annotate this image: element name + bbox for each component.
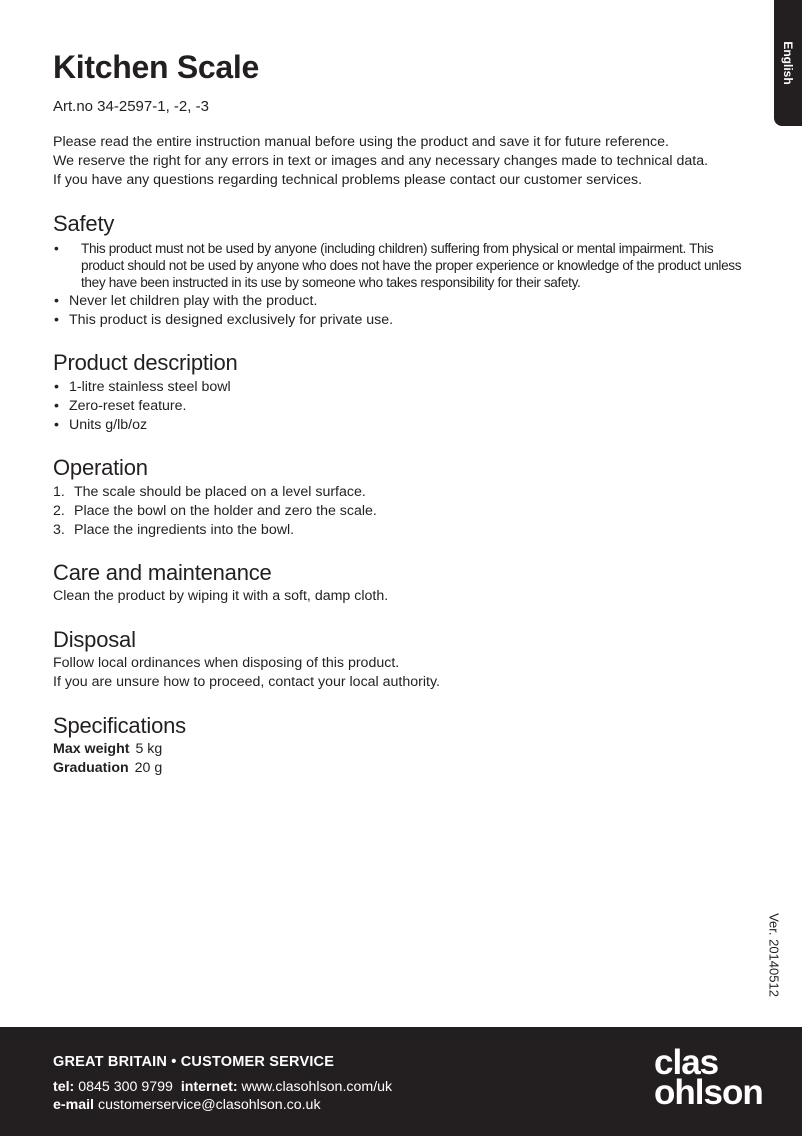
list-item: 1. The scale should be placed on a level surface. (53, 484, 366, 500)
intro-line: If you have any questions regarding technical problems please contact our customer services. (53, 172, 643, 188)
section-heading-disposal: Disposal (53, 627, 136, 652)
list-item: • Units g/lb/oz (54, 417, 148, 433)
list-item: • Never let children play with the product. (54, 293, 318, 309)
bullet-icon: • (54, 398, 59, 414)
bullet-icon: • (54, 417, 59, 433)
footer-contact-line: tel: 0845 300 9799 internet: www.clasohlson.com/uk (53, 1079, 393, 1095)
list-item: • This product is designed exclusively for private use. (54, 312, 394, 328)
intro-text (53, 133, 753, 190)
bullet-icon: • (54, 241, 59, 256)
section-heading-product-description: Product description (53, 350, 238, 375)
spec-graduation: Graduation 20 g (53, 760, 163, 776)
clas-ohlson-logo: clas ohlson (654, 1043, 763, 1112)
phone-number[interactable]: 0845 300 9799 (78, 1079, 173, 1095)
disposal-section (53, 626, 753, 692)
operation-steps (53, 484, 753, 539)
list-item: • This product must not be used by anyone (including children) suffering from physical or mental impairment. This product should not be used by anyone who does not have the proper experience or knowledge of the product unless they have been instructed in its use by someone who takes responsibility for their safety. (54, 241, 742, 290)
intro-line: We reserve the right for any errors in text or images and any necessary changes made to technical data. (53, 153, 709, 169)
article-number: Art.no 34-2597-1, -2, -3 (53, 98, 209, 115)
bullet-icon: • (54, 379, 59, 395)
section-heading-care: Care and maintenance (53, 560, 272, 585)
footer-email-line: e-mail customerservice@clasohlson.co.uk (53, 1097, 321, 1113)
footer (0, 1027, 802, 1136)
operation-section (53, 454, 753, 539)
manual-content (53, 46, 753, 778)
list-item: 3. Place the ingredients into the bowl. (53, 522, 295, 538)
bullet-icon: • (54, 293, 59, 309)
care-section (53, 559, 753, 606)
disposal-line: Follow local ordinances when disposing of this product. (53, 655, 400, 671)
care-text: Clean the product by wiping it with a soft, damp cloth. (53, 588, 389, 604)
section-heading-safety: Safety (53, 211, 115, 236)
list-item: • Zero-reset feature. (54, 398, 187, 414)
bullet-icon: • (54, 312, 59, 328)
language-tab-label: English (781, 41, 795, 85)
product-list (53, 379, 753, 434)
safety-list (53, 240, 753, 329)
version-label: Ver. 20140512 (766, 913, 782, 997)
website-link[interactable]: www.clasohlson.com/uk (241, 1079, 393, 1095)
product-description-section (53, 349, 753, 434)
spec-max-weight: Max weight 5 kg (53, 741, 163, 757)
safety-section (53, 210, 753, 329)
specifications-section (53, 712, 753, 778)
list-item: 2. Place the bowl on the holder and zero the scale. (53, 503, 377, 519)
intro-line: Please read the entire instruction manual before using the product and save it for future reference. (53, 134, 669, 150)
disposal-line: If you are unsure how to proceed, contact your local authority. (53, 674, 440, 690)
list-item: • 1-litre stainless steel bowl (54, 379, 231, 395)
email-link[interactable]: customerservice@clasohlson.co.uk (97, 1097, 321, 1113)
section-heading-specifications: Specifications (53, 713, 186, 738)
page-title: Kitchen Scale (53, 49, 259, 85)
language-tab (774, 0, 802, 126)
section-heading-operation: Operation (53, 455, 148, 480)
footer-heading: GREAT BRITAIN • CUSTOMER SERVICE (53, 1054, 335, 1070)
